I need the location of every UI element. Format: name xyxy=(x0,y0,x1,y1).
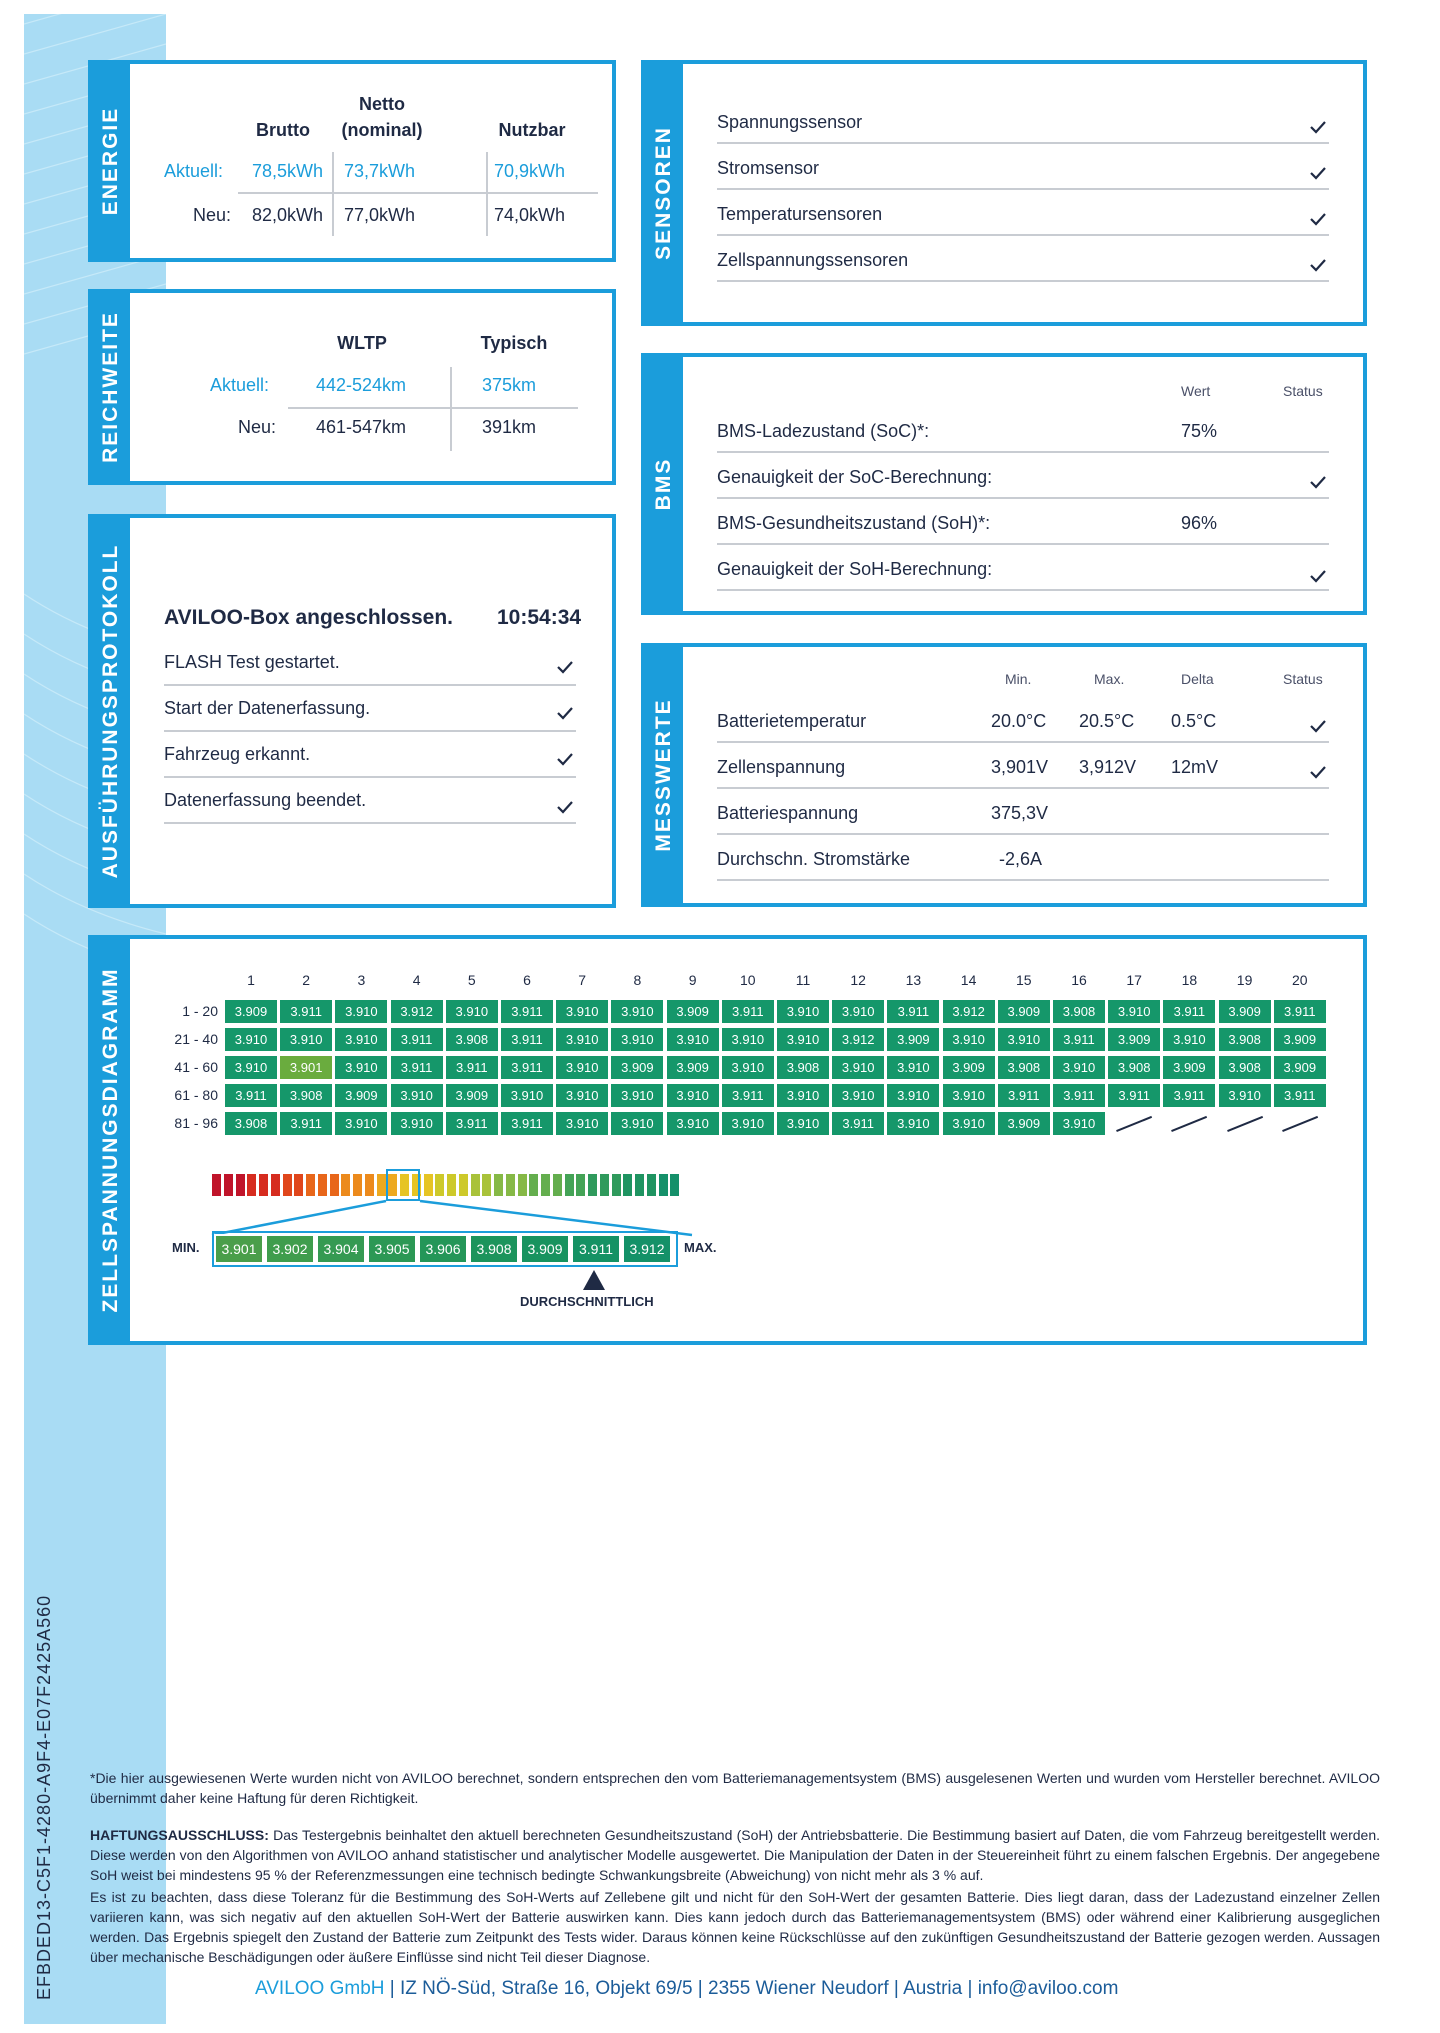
scale-segment xyxy=(294,1174,303,1196)
voltage-cell: 3.910 xyxy=(224,1027,278,1052)
check-icon xyxy=(1309,473,1327,491)
row-header: 21 - 40 xyxy=(174,1031,218,1047)
cell-voltage-grid xyxy=(92,939,1363,1341)
scale-segment xyxy=(353,1174,362,1196)
voltage-cell: 3.910 xyxy=(666,1027,720,1052)
voltage-cell: 3.908 xyxy=(1052,999,1106,1024)
separator xyxy=(164,730,576,732)
voltage-cell: 3.911 xyxy=(445,1055,499,1080)
voltage-cell: 3.910 xyxy=(224,1055,278,1080)
voltage-cell: 3.911 xyxy=(886,999,940,1024)
column-header: 19 xyxy=(1236,972,1253,988)
separator xyxy=(717,787,1329,789)
check-icon xyxy=(556,750,574,768)
empty-cell-marker xyxy=(1171,1116,1207,1132)
separator xyxy=(717,451,1329,453)
voltage-cell: 3.908 xyxy=(1218,1027,1272,1052)
voltage-cell: 3.909 xyxy=(610,1055,664,1080)
voltage-cell: 3.909 xyxy=(942,1055,996,1080)
separator xyxy=(164,684,576,686)
zellspannung-panel xyxy=(88,935,1367,1345)
check-icon xyxy=(1309,567,1327,585)
brutto-neu: 82,0kWh xyxy=(252,205,324,225)
disclaimer-paragraph-1: Das Testergebnis beinhaltet den aktuell berechneten Gesundheitszustand (SoH) der Antriebsbatterie. Die Bestimmung basiert auf Daten, die vom Fahrzeug bereitgestellt werden. Diese werden von den Algorithmen von AVILOO anhand statistischer und analytischer Modelle ausgewertet. Die Manipulation der Daten in der Steuereinheit führt zu einem falschen Ergebnis. Der angegebene SoH weist bei mindestens 95 % der Referenzmessungen eine technisch bedingte Schwankungsbreite (Abweichung) von nicht mehr als 3 % auf. xyxy=(90,1827,1381,1883)
row-aktuell-label: Aktuell: xyxy=(164,161,224,181)
messwert-label: Zellenspannung xyxy=(717,757,846,777)
scale-segment xyxy=(224,1174,233,1196)
footer-disclaimer-2: Es ist zu beachten, dass diese Toleranz für die Bestimmung des SoH-Werts auf Zellebene gilt und nicht für den SoH-Wert der gesamten Batterie. Dies liegt daran, dass der Ladezustand einzelner Zellen variieren kann, was sich negativ auf den aktuellen SoH-Wert der Batterie auswirken kann. Dies kann jedoch durch das Batteriemanagementsystem (BMS) oder während einer Kalibrierung ausgeglichen werden. Das Ergebnis spiegelt den Zustand der Batterie zum Zeitpunkt des Tests wider. Daraus können keine Rückschlüsse auf den zukünftigen Gesundheitszustand der Batterie gezogen werden. Aussagen über mechanische Beschädigungen oder äußere Einflüsse sind nicht Teil dieser Diagnose. xyxy=(90,1889,1380,1965)
voltage-cell: 3.909 xyxy=(997,1111,1051,1136)
legend-max-label: MAX. xyxy=(684,1240,717,1255)
voltage-cell: 3.909 xyxy=(224,999,278,1024)
messwert-min: 3,901V xyxy=(991,757,1049,777)
row-header: 1 - 20 xyxy=(182,1003,218,1019)
row-neu-label: Neu: xyxy=(238,417,277,437)
voltage-cell: 3.911 xyxy=(1273,1083,1327,1108)
voltage-cell: 3.911 xyxy=(1273,999,1327,1024)
separator xyxy=(164,822,576,824)
voltage-cell: 3.909 xyxy=(1273,1027,1327,1052)
scale-segment xyxy=(365,1174,374,1196)
voltage-cell: 3.910 xyxy=(610,999,664,1024)
separator xyxy=(717,142,1329,144)
column-header: 16 xyxy=(1071,972,1087,988)
voltage-cell: 3.910 xyxy=(610,1083,664,1108)
protokoll-tab xyxy=(92,518,130,904)
check-icon xyxy=(1309,256,1327,274)
separator xyxy=(238,192,598,194)
voltage-cell: 3.910 xyxy=(610,1027,664,1052)
energie-tab xyxy=(92,64,130,258)
voltage-cell: 3.911 xyxy=(500,1111,554,1136)
separator xyxy=(717,741,1329,743)
reichweite-panel xyxy=(88,289,616,485)
protokoll-headline: AVILOO-Box angeschlossen. xyxy=(164,606,454,629)
separator xyxy=(288,407,578,409)
scale-segment xyxy=(670,1174,679,1196)
voltage-cell: 3.910 xyxy=(997,1027,1051,1052)
messwert-min: 375,3V xyxy=(991,803,1049,823)
voltage-cell: 3.910 xyxy=(886,1083,940,1108)
voltage-cell: 3.911 xyxy=(390,1055,444,1080)
voltage-cell: 3.910 xyxy=(942,1027,996,1052)
scale-segment xyxy=(236,1174,245,1196)
separator xyxy=(717,543,1329,545)
column-header: 3 xyxy=(357,972,366,988)
column-header: 14 xyxy=(960,972,977,988)
empty-cell-marker xyxy=(1116,1116,1152,1132)
voltage-cell: 3.910 xyxy=(334,999,388,1024)
footer-note: *Die hier ausgewiesenen Werte wurden nicht von AVILOO berechnet, sondern entsprechen den vom Batteriemanagementsystem (BMS) ausgelesenen Werten und wurden vom Hersteller berechnet. AVILOO übernimmt daher keine Haftung für deren Richtigkeit. xyxy=(90,1770,1380,1806)
voltage-cell: 3.909 xyxy=(334,1083,388,1108)
scale-segment xyxy=(635,1174,644,1196)
empty-cell-marker xyxy=(1227,1116,1263,1132)
voltage-cell: 3.909 xyxy=(666,999,720,1024)
check-icon xyxy=(1309,164,1327,182)
messwerte-title: MESSWERTE xyxy=(652,698,675,852)
check-icon xyxy=(556,704,574,722)
column-header: 12 xyxy=(850,972,866,988)
check-icon xyxy=(1309,210,1327,228)
voltage-cell: 3.911 xyxy=(445,1111,499,1136)
voltage-cell: 3.909 xyxy=(445,1083,499,1108)
sensoren-tab xyxy=(645,64,683,322)
voltage-cell: 3.908 xyxy=(1218,1055,1272,1080)
voltage-cell: 3.910 xyxy=(831,999,885,1024)
legend-value: 3.911 xyxy=(571,1234,621,1264)
legend-value: 3.912 xyxy=(622,1234,672,1264)
voltage-cell: 3.910 xyxy=(776,1027,830,1052)
row-header: 61 - 80 xyxy=(174,1087,218,1103)
column-header: 5 xyxy=(467,972,476,988)
voltage-cell: 3.910 xyxy=(390,1111,444,1136)
legend-value: 3.905 xyxy=(367,1234,417,1264)
voltage-cell: 3.911 xyxy=(390,1027,444,1052)
bms-title: BMS xyxy=(652,457,675,511)
sensor-item: Stromsensor xyxy=(717,158,820,178)
zellspannung-title: ZELLSPANNUNGSDIAGRAMM xyxy=(99,967,122,1313)
voltage-cell: 3.908 xyxy=(224,1111,278,1136)
messwert-delta: 12mV xyxy=(1171,757,1219,777)
sensoren-title: SENSOREN xyxy=(652,126,675,260)
voltage-cell: 3.910 xyxy=(942,1111,996,1136)
voltage-cell: 3.910 xyxy=(721,1027,775,1052)
energie-title: ENERGIE xyxy=(99,106,122,216)
voltage-cell: 3.909 xyxy=(1273,1055,1327,1080)
company-address: | IZ NÖ-Süd, Straße 16, Objekt 69/5 | 2355 Wiener Neudorf | Austria | info@aviloo.com xyxy=(389,1978,1119,1999)
voltage-cell: 3.910 xyxy=(1218,1083,1272,1108)
column-header: 6 xyxy=(523,972,531,988)
netto-aktuell: 73,7kWh xyxy=(344,161,416,181)
voltage-cell: 3.911 xyxy=(721,1083,775,1108)
disclaimer-title: HAFTUNGSAUSSCHLUSS: xyxy=(90,1827,269,1843)
scale-segment xyxy=(247,1174,256,1196)
voltage-cell: 3.910 xyxy=(1107,999,1161,1024)
separator xyxy=(717,234,1329,236)
messwerte-tab xyxy=(645,647,683,903)
scale-segment xyxy=(576,1174,585,1196)
column-header: 11 xyxy=(795,972,811,988)
scale-segment xyxy=(659,1174,668,1196)
voltage-cell: 3.910 xyxy=(334,1027,388,1052)
voltage-cell: 3.909 xyxy=(1162,1055,1216,1080)
scale-segment xyxy=(459,1174,468,1196)
bms-row-label: BMS-Gesundheitszustand (SoH)*: xyxy=(717,513,991,533)
separator xyxy=(717,589,1329,591)
scale-highlight-box xyxy=(386,1169,420,1201)
protokoll-panel xyxy=(88,514,616,908)
column-header: 4 xyxy=(412,972,421,988)
voltage-cell: 3.911 xyxy=(500,1055,554,1080)
scale-segment xyxy=(565,1174,574,1196)
row-neu-label: Neu: xyxy=(193,205,232,225)
column-header: 17 xyxy=(1126,972,1142,988)
col-brutto: Brutto xyxy=(256,120,310,140)
voltage-cell: 3.911 xyxy=(1107,1083,1161,1108)
row-header: 81 - 96 xyxy=(174,1115,218,1131)
column-header: 2 xyxy=(302,972,311,988)
voltage-cell: 3.910 xyxy=(610,1111,664,1136)
voltage-cell: 3.910 xyxy=(1162,1027,1216,1052)
scale-segment xyxy=(259,1174,268,1196)
legend-value: 3.904 xyxy=(316,1234,366,1264)
wltp-aktuell: 442-524km xyxy=(316,375,407,395)
messwert-label: Durchschn. Stromstärke xyxy=(717,849,911,869)
voltage-cell: 3.909 xyxy=(1218,999,1272,1024)
col-nutzbar: Nutzbar xyxy=(498,120,566,140)
messwert-min: -2,6A xyxy=(999,849,1043,869)
protokoll-item: FLASH Test gestartet. xyxy=(164,652,340,672)
reichweite-title: REICHWEITE xyxy=(99,311,122,463)
row-header: 41 - 60 xyxy=(174,1059,218,1075)
voltage-cell: 3.910 xyxy=(555,1111,609,1136)
voltage-cell: 3.910 xyxy=(500,1083,554,1108)
document-id: EFBDED13-C5F1-4280-A9F4-E07F2425A560 xyxy=(34,1594,54,2000)
voltage-cell: 3.910 xyxy=(721,1111,775,1136)
scale-segment xyxy=(341,1174,350,1196)
check-icon xyxy=(556,798,574,816)
legend-value: 3.909 xyxy=(520,1234,570,1264)
voltage-cell: 3.911 xyxy=(500,999,554,1024)
col-delta: Delta xyxy=(1181,671,1214,687)
sensoren-panel xyxy=(641,60,1367,326)
voltage-cell: 3.910 xyxy=(334,1111,388,1136)
bms-row-label: BMS-Ladezustand (SoC)*: xyxy=(717,421,930,441)
messwert-label: Batterietemperatur xyxy=(717,711,867,731)
scale-segment xyxy=(529,1174,538,1196)
voltage-cell: 3.911 xyxy=(831,1111,885,1136)
voltage-cell: 3.910 xyxy=(942,1083,996,1108)
voltage-cell: 3.910 xyxy=(1052,1111,1106,1136)
average-label: DURCHSCHNITTLICH xyxy=(520,1294,654,1309)
voltage-cell: 3.911 xyxy=(1162,1083,1216,1108)
sensor-item: Zellspannungssensoren xyxy=(717,250,909,270)
scale-segment xyxy=(435,1174,444,1196)
voltage-cell: 3.910 xyxy=(334,1055,388,1080)
separator xyxy=(164,776,576,778)
protokoll-item: Start der Datenerfassung. xyxy=(164,698,371,718)
column-header: 9 xyxy=(688,972,697,988)
bms-tab xyxy=(645,357,683,611)
messwerte-panel xyxy=(641,643,1367,907)
voltage-cell: 3.910 xyxy=(555,999,609,1024)
voltage-cell: 3.910 xyxy=(831,1083,885,1108)
voltage-cell: 3.910 xyxy=(666,1111,720,1136)
separator xyxy=(332,152,334,236)
separator xyxy=(717,280,1329,282)
scale-segment xyxy=(553,1174,562,1196)
sensor-item: Spannungssensor xyxy=(717,112,863,132)
scale-segment xyxy=(600,1174,609,1196)
bms-row-value: 75% xyxy=(1181,421,1218,441)
scale-segment xyxy=(447,1174,456,1196)
legend-min-label: MIN. xyxy=(172,1240,200,1255)
brutto-aktuell: 78,5kWh xyxy=(252,161,324,181)
scale-segment xyxy=(377,1174,386,1196)
legend-strip xyxy=(212,1231,678,1267)
voltage-cell: 3.909 xyxy=(666,1055,720,1080)
scale-segment xyxy=(283,1174,292,1196)
typisch-aktuell: 375km xyxy=(482,375,537,395)
nutzbar-neu: 74,0kWh xyxy=(494,205,566,225)
voltage-cell: 3.911 xyxy=(224,1083,278,1108)
voltage-cell: 3.908 xyxy=(776,1055,830,1080)
col-wltp: WLTP xyxy=(337,333,387,353)
energie-panel xyxy=(88,60,616,262)
voltage-cell: 3.908 xyxy=(1107,1055,1161,1080)
scale-segment xyxy=(212,1174,221,1196)
bms-panel xyxy=(641,353,1367,615)
voltage-cell: 3.911 xyxy=(279,999,333,1024)
voltage-cell: 3.910 xyxy=(555,1083,609,1108)
check-icon xyxy=(1309,763,1327,781)
column-header: 7 xyxy=(578,972,587,988)
voltage-cell: 3.908 xyxy=(279,1083,333,1108)
separator xyxy=(717,497,1329,499)
messwert-max: 20.5°C xyxy=(1079,711,1135,731)
messwert-label: Batteriespannung xyxy=(717,803,859,823)
voltage-cell: 3.910 xyxy=(721,1055,775,1080)
voltage-cell: 3.910 xyxy=(886,1111,940,1136)
scale-segment xyxy=(330,1174,339,1196)
protokoll-item: Fahrzeug erkannt. xyxy=(164,744,311,764)
col-max: Max. xyxy=(1094,671,1125,687)
scale-segment xyxy=(506,1174,515,1196)
voltage-cell: 3.911 xyxy=(500,1027,554,1052)
col-netto-1: Netto xyxy=(359,94,405,114)
bms-row-label: Genauigkeit der SoH-Berechnung: xyxy=(717,559,993,579)
messwert-delta: 0.5°C xyxy=(1171,711,1217,731)
voltage-cell: 3.910 xyxy=(831,1055,885,1080)
voltage-cell: 3.910 xyxy=(776,999,830,1024)
wltp-neu: 461-547km xyxy=(316,417,407,437)
voltage-cell: 3.912 xyxy=(831,1027,885,1052)
voltage-cell: 3.909 xyxy=(886,1027,940,1052)
col-min: Min. xyxy=(1005,671,1032,687)
scale-segment xyxy=(424,1174,433,1196)
separator xyxy=(717,188,1329,190)
row-aktuell-label: Aktuell: xyxy=(210,375,270,395)
voltage-cell: 3.911 xyxy=(1052,1027,1106,1052)
column-header: 10 xyxy=(740,972,756,988)
nutzbar-aktuell: 70,9kWh xyxy=(494,161,566,181)
legend-value: 3.908 xyxy=(469,1234,519,1264)
voltage-cell: 3.910 xyxy=(776,1083,830,1108)
typisch-neu: 391km xyxy=(482,417,537,437)
column-header: 1 xyxy=(247,972,255,988)
voltage-cell: 3.909 xyxy=(1107,1027,1161,1052)
empty-cell-marker xyxy=(1282,1116,1318,1132)
voltage-cell: 3.911 xyxy=(1162,999,1216,1024)
footer-disclaimer xyxy=(90,1825,1380,1885)
voltage-cell: 3.910 xyxy=(776,1111,830,1136)
footer-address-line xyxy=(255,1978,1118,2000)
voltage-cell: 3.901 xyxy=(279,1055,333,1080)
voltage-cell: 3.910 xyxy=(886,1055,940,1080)
col-wert: Wert xyxy=(1181,383,1211,399)
scale-segment xyxy=(518,1174,527,1196)
voltage-cell: 3.910 xyxy=(1052,1055,1106,1080)
scale-segment xyxy=(318,1174,327,1196)
check-icon xyxy=(1309,118,1327,136)
check-icon xyxy=(556,658,574,676)
column-header: 18 xyxy=(1181,972,1198,988)
bms-row-value: 96% xyxy=(1181,513,1218,533)
voltage-cell: 3.911 xyxy=(1052,1083,1106,1108)
scale-segment xyxy=(612,1174,621,1196)
separator xyxy=(717,833,1329,835)
netto-neu: 77,0kWh xyxy=(344,205,416,225)
col-netto-2: (nominal) xyxy=(341,120,423,140)
separator xyxy=(450,367,452,451)
legend-value: 3.901 xyxy=(214,1234,264,1264)
voltage-cell: 3.911 xyxy=(279,1111,333,1136)
voltage-cell: 3.912 xyxy=(942,999,996,1024)
voltage-cell: 3.910 xyxy=(445,999,499,1024)
legend-value: 3.902 xyxy=(265,1234,315,1264)
voltage-cell: 3.908 xyxy=(445,1027,499,1052)
scale-segment xyxy=(588,1174,597,1196)
col-status: Status xyxy=(1283,671,1323,687)
scale-segment xyxy=(471,1174,480,1196)
scale-segment xyxy=(306,1174,315,1196)
legend-value: 3.906 xyxy=(418,1234,468,1264)
voltage-cell: 3.910 xyxy=(666,1083,720,1108)
column-header: 20 xyxy=(1292,972,1308,988)
column-header: 13 xyxy=(905,972,922,988)
scale-segment xyxy=(647,1174,656,1196)
scale-segment xyxy=(623,1174,632,1196)
voltage-cell: 3.911 xyxy=(721,999,775,1024)
messwert-max: 3,912V xyxy=(1079,757,1137,777)
column-header: 8 xyxy=(633,972,642,988)
messwert-min: 20.0°C xyxy=(991,711,1047,731)
bms-row-label: Genauigkeit der SoC-Berechnung: xyxy=(717,467,993,487)
reichweite-tab xyxy=(92,293,130,481)
average-marker-icon xyxy=(582,1269,606,1291)
voltage-cell: 3.908 xyxy=(997,1055,1051,1080)
scale-segment xyxy=(541,1174,550,1196)
scale-segment xyxy=(482,1174,491,1196)
voltage-cell: 3.910 xyxy=(555,1055,609,1080)
company-name: AVILOO GmbH xyxy=(255,1978,385,1999)
voltage-cell: 3.912 xyxy=(390,999,444,1024)
protokoll-time: 10:54:34 xyxy=(497,606,582,629)
col-typisch: Typisch xyxy=(480,333,548,353)
voltage-cell: 3.911 xyxy=(997,1083,1051,1108)
sensor-item: Temperatursensoren xyxy=(717,204,883,224)
protokoll-title: AUSFÜHRUNGSPROTOKOLL xyxy=(99,543,122,879)
separator xyxy=(717,879,1329,881)
scale-segment xyxy=(271,1174,280,1196)
voltage-cell: 3.910 xyxy=(390,1083,444,1108)
voltage-cell: 3.910 xyxy=(555,1027,609,1052)
voltage-cell: 3.910 xyxy=(279,1027,333,1052)
column-header: 15 xyxy=(1016,972,1032,988)
col-status: Status xyxy=(1283,383,1323,399)
separator xyxy=(486,152,488,236)
check-icon xyxy=(1309,717,1327,735)
voltage-cell: 3.909 xyxy=(997,999,1051,1024)
voltage-color-scale xyxy=(212,1174,682,1196)
scale-segment xyxy=(494,1174,503,1196)
protokoll-item: Datenerfassung beendet. xyxy=(164,790,367,810)
